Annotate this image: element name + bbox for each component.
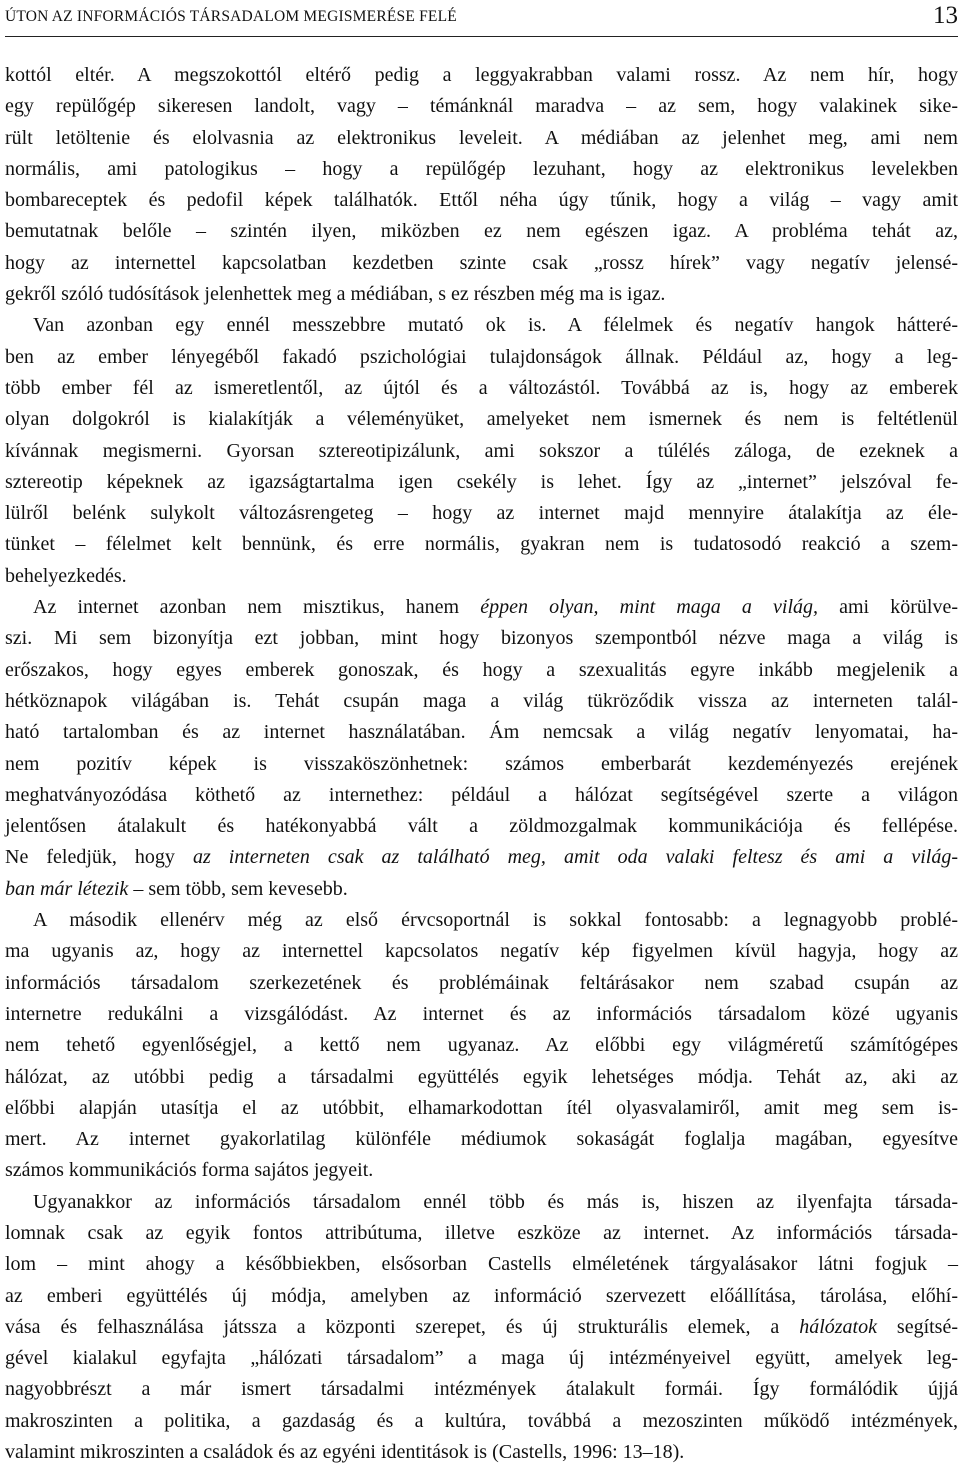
text-line <box>5 1281 958 1312</box>
running-title: ÚTON AZ INFORMÁCIÓS TÁRSADALOM MEGISMERÉSE FELÉ <box>5 8 457 25</box>
text-line <box>5 1093 958 1124</box>
text-run: behelyezkedés. <box>5 564 127 587</box>
text-line <box>5 529 958 560</box>
text-line <box>5 279 958 310</box>
text-run: gekről szóló tudósítások jelenhettek meg a médiában, s ez részben még ma is igaz. <box>5 283 666 306</box>
text-run: Ugyanakkor az információs társadalom ennél több és más is, hiszen az ilyenfajta társada- <box>33 1190 958 1213</box>
text-line <box>5 310 958 341</box>
text-run: vása és felhasználása játssza a központi szerepet, és új strukturális elemek, a <box>5 1315 800 1338</box>
running-header <box>5 2 958 36</box>
text-line <box>5 1062 958 1093</box>
text-line <box>5 623 958 654</box>
book-page <box>5 0 959 1464</box>
text-run: lomnak csak az egyik fontos attribútuma, illetve eszköze az internet. Az információs társada- <box>5 1221 958 1244</box>
page-number: 13 <box>933 2 958 29</box>
text-line <box>5 342 958 373</box>
text-run: hétköznapok világában is. Tehát csupán maga a világ tükröződik vissza az interneten talál- <box>5 689 958 712</box>
text-run: Van azonban egy ennél messzebbre mutató ok is. A félelmek és negatív hangok hátteré- <box>33 314 958 337</box>
text-line <box>5 874 958 905</box>
text-run: jelentősen átalakult és hatékonyabbá vált a zöldmozgalmak kommunikációja és fellépése. <box>5 815 958 838</box>
header-rule <box>5 36 958 37</box>
text-run: ami körülve- <box>818 596 958 619</box>
text-run: információs társadalom szerkezetének és problémáinak feltárásakor nem szabad csupán az <box>5 971 958 994</box>
text-run: sztereotip képeknek az igazságtartalma igen csekély is lehet. Így az „internet” jelszóval fe- <box>5 470 958 493</box>
text-run: rült letöltenie és elolvasnia az elektronikus leveleit. A médiában az jelenhet meg, ami nem <box>5 126 958 149</box>
italic-text: hálózatok <box>799 1315 877 1338</box>
text-run: lom – mint ahogy a későbbiekben, elsősorban Castells elméletének tárgyalásakor látni fogjuk – <box>5 1253 958 1276</box>
text-line <box>5 436 958 467</box>
text-line <box>5 154 958 185</box>
text-line <box>5 1218 958 1249</box>
text-line <box>5 1249 958 1280</box>
text-line <box>5 749 958 780</box>
text-line <box>5 248 958 279</box>
text-line <box>5 123 958 154</box>
text-run: segítsé- <box>877 1315 959 1338</box>
text-run: Az internet azonban nem misztikus, hanem <box>33 596 481 619</box>
text-line <box>5 60 958 91</box>
text-line <box>5 1030 958 1061</box>
italic-text: ban már létezik <box>5 877 129 900</box>
text-run: normális, ami patologikus – hogy a repülőgép lezuhant, hogy az elektronikus levelekben <box>5 157 958 180</box>
text-line <box>5 1406 958 1437</box>
text-line <box>5 373 958 404</box>
text-line <box>5 655 958 686</box>
text-run: ma ugyanis az, hogy az internettel kapcsolatos negatív kép figyelmen kívül hagyja, hogy az <box>5 940 958 963</box>
text-run: bemutatnak belőle – szintén ilyen, miközben ez nem egészen igaz. A probléma tehát az, <box>5 220 958 243</box>
text-run: nem pozitív képek is visszaköszönhetnek: számos emberbarát kezdeményezés erejének <box>5 752 958 775</box>
text-line <box>5 1155 958 1186</box>
text-line <box>5 592 958 623</box>
text-line <box>5 686 958 717</box>
text-line <box>5 936 958 967</box>
text-run: tünket – félelmet kelt bennünk, és erre normális, gyakran nem is tudatosodó reakció a szem- <box>5 533 958 556</box>
text-run: Ne feledjük, hogy <box>5 846 193 869</box>
text-line <box>5 1187 958 1218</box>
text-run: több ember fél az ismeretlentől, az újtól és a változástól. Továbbá az is, hogy az emberek <box>5 376 958 399</box>
text-run: gével kialakul egyfajta „hálózati társadalom” a maga új intézményeivel együtt, amelyek leg- <box>5 1347 958 1370</box>
text-run: szi. Mi sem bizonyítja ezt jobban, mint hogy bizonyos szempontból nézve maga a világ is <box>5 627 958 650</box>
text-run: olyan dolgokról is kialakítják a véleményüket, amelyeket nem ismernek és nem is feltétlenül <box>5 408 958 431</box>
text-line <box>5 999 958 1030</box>
text-run: A második ellenérv még az első érvcsoportnál is sokkal fontosabb: a legnagyobb problé- <box>33 909 958 932</box>
text-line <box>5 91 958 122</box>
text-run: kottól eltér. A megszokottól eltérő pedig a leggyakrabban valami rossz. Az nem hír, hogy <box>5 64 958 86</box>
text-line <box>5 185 958 216</box>
text-run: hálózat, az utóbbi pedig a társadalmi együttélés egyik lehetséges módja. Tehát az, aki az <box>5 1065 958 1088</box>
text-line <box>5 842 958 873</box>
text-run: előbbi alapján utasítja el az utóbbit, elhamarkodottan ítél olyasvalamiről, amit meg sem is- <box>5 1096 958 1119</box>
text-line <box>5 561 958 592</box>
text-run: mert. Az internet gyakorlatilag különféle médiumok sokaságát foglalja magában, egyesítve <box>5 1128 958 1151</box>
text-line <box>5 905 958 936</box>
text-line <box>5 404 958 435</box>
text-run: kívánnak megismerni. Gyorsan sztereotipizálunk, ami sokszor a túlélés záloga, de ezeknek a <box>5 439 958 462</box>
text-run: lülről belénk sulykolt változásrengeteg – hogy az internet majd mennyire átalakítja az éle- <box>5 502 958 525</box>
text-run: meghatványozódása köthető az internethez: például a hálózat segítségével szerte a világon <box>5 783 958 806</box>
italic-text: az interneten csak az található meg, amit oda valaki feltesz és ami a világ- <box>192 846 958 869</box>
text-run: bombareceptek és pedofil képek találhatók. Ettől néha úgy tűnik, hogy a világ – vagy amit <box>5 189 958 212</box>
text-line <box>5 216 958 247</box>
text-run: hogy az internettel kapcsolatban kezdetben szinte csak „rossz hírek” vagy negatív jelensé- <box>5 251 958 274</box>
text-run: valamint mikroszinten a családok és az egyéni identitások is (Castells, 1996: 13–18). <box>5 1441 685 1464</box>
text-run: nagyobbrészt a már ismert társadalmi intézmények átalakult formái. Így formálódik újjá <box>5 1378 958 1401</box>
text-line <box>5 780 958 811</box>
text-line <box>5 1124 958 1155</box>
text-run: erőszakos, hogy egyes emberek gonoszak, és hogy a szexualitás egyre inkább megjelenik a <box>5 658 958 681</box>
text-run: – sem több, sem kevesebb. <box>128 877 348 900</box>
text-line <box>5 467 958 498</box>
text-run: ben az ember lényegéből fakadó pszichológiai tulajdonságok állnak. Például az, hogy a leg- <box>5 345 958 368</box>
text-run: internetre redukálni a vizsgálódást. Az internet és az információs társadalom közé ugyanis <box>5 1002 958 1025</box>
text-line <box>5 1343 958 1374</box>
text-line <box>5 1374 958 1405</box>
text-run: egy repülőgép sikeresen landolt, vagy – témánknál maradva – az sem, hogy valakinek sike- <box>5 95 958 118</box>
body-text <box>5 60 958 1468</box>
text-line <box>5 811 958 842</box>
text-run: ható tartalomban és az internet használatában. Ám nemcsak a világ negatív lenyomatai, ha- <box>5 721 958 744</box>
text-line <box>5 968 958 999</box>
text-line <box>5 1312 958 1343</box>
italic-text: éppen olyan, mint maga a világ, <box>480 596 818 619</box>
text-run: számos kommunikációs forma sajátos jegyeit. <box>5 1159 374 1182</box>
text-run: az emberi együttélés új módja, amelyben az információ szervezett előállítása, tárolása, előhí- <box>5 1284 958 1307</box>
text-run: makroszinten a politika, a gazdaság és a kultúra, továbbá a mezoszinten működő intézmények, <box>5 1409 958 1432</box>
text-run: nem tehető egyenlőségjel, a kettő nem ugyanaz. Az előbbi egy világméretű számítógépes <box>5 1034 958 1057</box>
text-line <box>5 717 958 748</box>
text-line <box>5 1437 958 1468</box>
text-line <box>5 498 958 529</box>
